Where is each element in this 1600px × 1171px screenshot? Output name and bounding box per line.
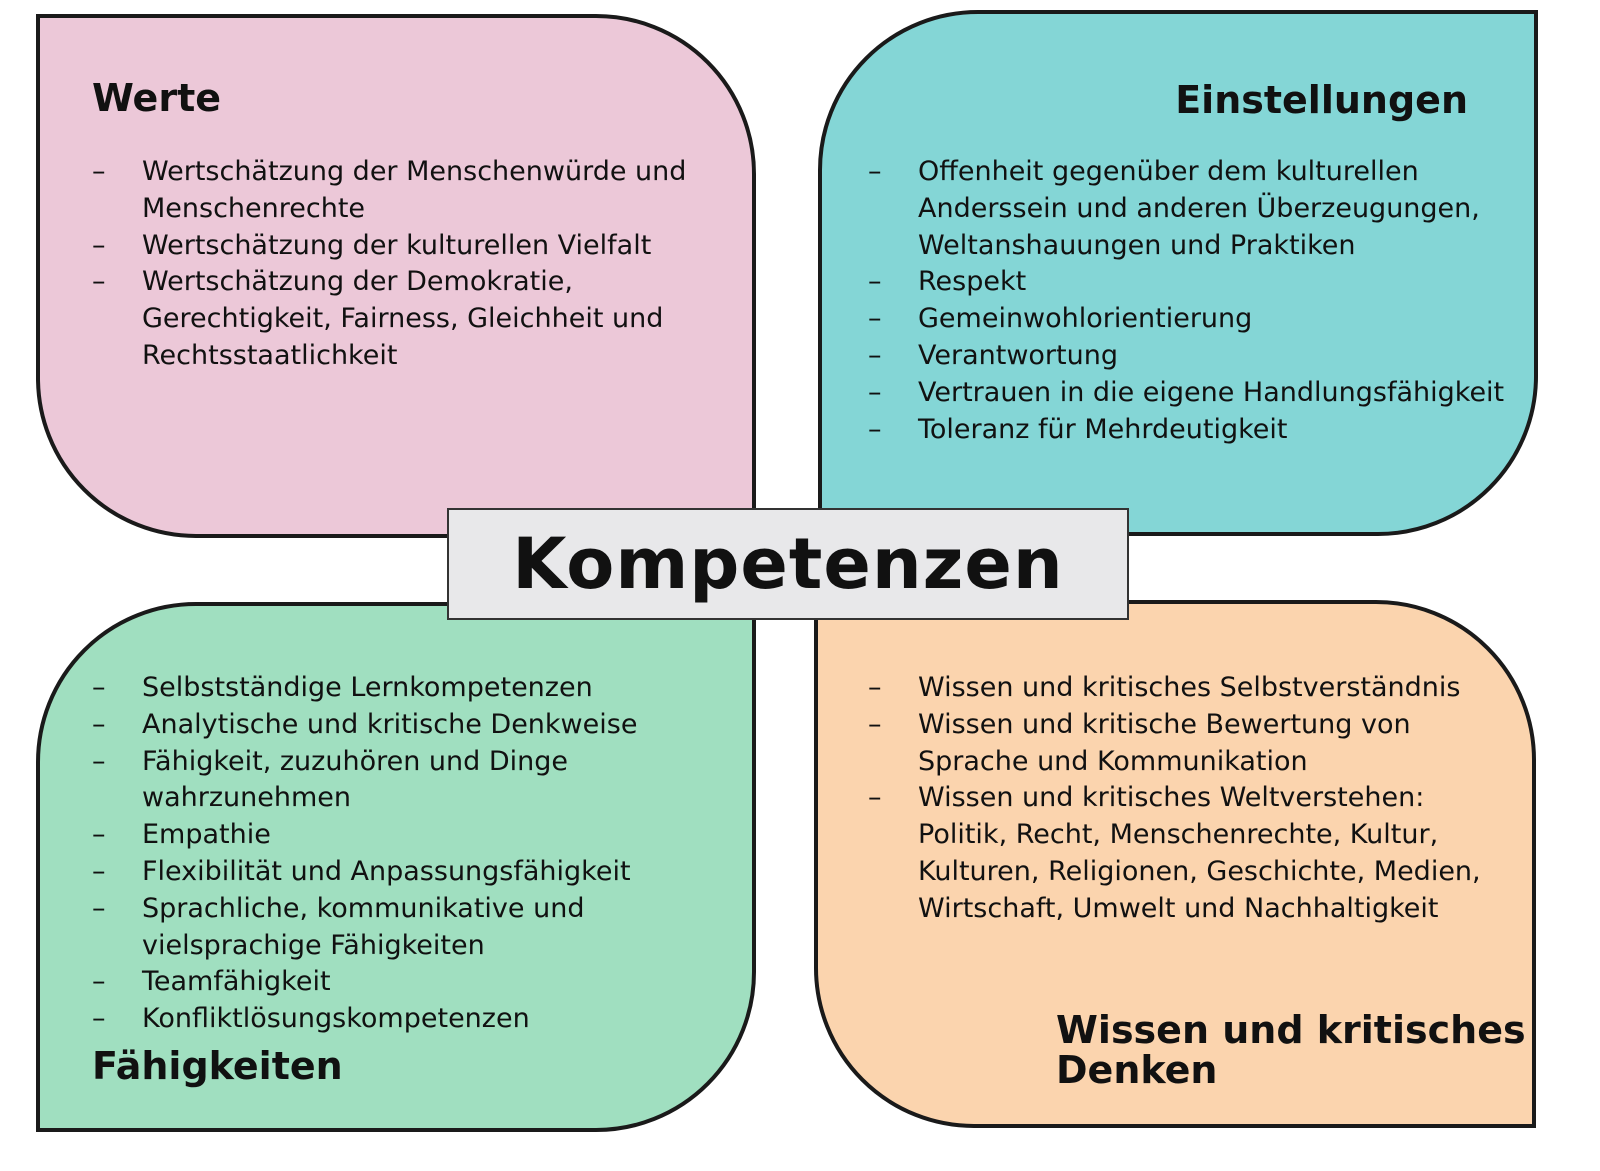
list-item [868, 707, 1508, 781]
list-item [868, 412, 1508, 449]
list-item [868, 338, 1508, 375]
einstellungen-quadrant [818, 10, 1538, 536]
list-item [868, 264, 1508, 301]
einstellungen-item-5: Vertrauen in die eigene Handlungsfähigkeit [918, 376, 1505, 408]
faehigkeiten-item-5: Flexibilität und Anpassungsfähigkeit [142, 855, 631, 887]
werte-title: Werte [92, 76, 222, 120]
dash-marker: – [92, 672, 106, 703]
dash-marker: – [868, 708, 882, 740]
list-item [92, 154, 732, 228]
wissen-item-1: Wissen und kritisches Selbstverständnis [918, 672, 1461, 703]
dash-marker: – [868, 339, 882, 371]
dash-marker: – [92, 1003, 106, 1035]
faehigkeiten-item-7: Teamfähigkeit [142, 966, 331, 998]
dash-marker: – [868, 376, 882, 408]
dash-marker: – [92, 156, 106, 187]
list-item [868, 154, 1508, 264]
einstellungen-list [868, 154, 1508, 448]
dash-marker: – [868, 303, 882, 335]
werte-quadrant [36, 14, 756, 538]
list-item [92, 744, 732, 818]
wissen-title-line-2: Denken [1056, 1048, 1218, 1092]
einstellungen-item-1: Offenheit gegenüber dem kulturellen Anderssein und anderen Überzeugungen, Weltanshauungen und Praktiken [918, 156, 1480, 261]
dash-marker: – [92, 708, 106, 740]
faehigkeiten-item-1: Selbstständige Lernkompetenzen [142, 672, 593, 703]
dash-marker: – [868, 413, 882, 445]
dash-marker: – [92, 229, 106, 261]
list-item [868, 670, 1508, 707]
list-item [92, 891, 732, 965]
dash-marker: – [92, 892, 106, 924]
werte-item-3: Wertschätzung der Demokratie, Gerechtigkeit, Fairness, Gleichheit und Rechtsstaatlichkeit [142, 266, 664, 371]
werte-item-2: Wertschätzung der kulturellen Vielfalt [142, 229, 652, 261]
list-item [868, 375, 1508, 412]
list-item [868, 780, 1508, 927]
dash-marker: – [92, 966, 106, 998]
faehigkeiten-item-8: Konfliktlösungskompetenzen [142, 1003, 530, 1035]
center-title-box [447, 508, 1129, 620]
faehigkeiten-quadrant [36, 602, 756, 1132]
faehigkeiten-item-4: Empathie [142, 819, 271, 851]
wissen-item-3: Wissen und kritisches Weltverstehen: Politik, Recht, Menschenrechte, Kultur, Kulturen, Religionen, Geschichte, Medien, Wirtschaft, Umwelt und Nachhaltigkeit [918, 782, 1481, 924]
wissen-quadrant [814, 600, 1536, 1128]
list-item [92, 264, 732, 374]
wissen-item-2: Wissen und kritische Bewertung von Sprache und Kommunikation [918, 708, 1411, 777]
dash-marker: – [868, 266, 882, 298]
list-item [92, 707, 732, 744]
einstellungen-item-2: Respekt [918, 266, 1027, 298]
faehigkeiten-item-2: Analytische und kritische Denkweise [142, 708, 638, 740]
list-item [92, 228, 732, 265]
werte-item-1: Wertschätzung der Menschenwürde und Menschenrechte [142, 156, 687, 224]
wissen-list [868, 670, 1508, 928]
list-item [868, 301, 1508, 338]
list-item [92, 670, 732, 707]
werte-list [92, 154, 732, 375]
dash-marker: – [92, 266, 106, 298]
einstellungen-item-3: Gemeinwohlorientierung [918, 303, 1253, 335]
center-title: Kompetenzen [512, 523, 1064, 605]
dash-marker: – [868, 156, 882, 187]
faehigkeiten-item-6: Sprachliche, kommunikative und vielsprachige Fähigkeiten [142, 892, 585, 961]
dash-marker: – [868, 782, 882, 814]
faehigkeiten-title: Fähigkeiten [92, 1044, 343, 1088]
list-item [92, 1001, 732, 1038]
einstellungen-item-6: Toleranz für Mehrdeutigkeit [918, 413, 1288, 445]
einstellungen-title: Einstellungen [1175, 78, 1468, 122]
list-item [92, 964, 732, 1001]
dash-marker: – [92, 745, 106, 777]
list-item [92, 854, 732, 891]
list-item [92, 817, 732, 854]
dash-marker: – [868, 672, 882, 703]
dash-marker: – [92, 855, 106, 887]
dash-marker: – [92, 819, 106, 851]
faehigkeiten-list [92, 670, 732, 1038]
einstellungen-item-4: Verantwortung [918, 339, 1118, 371]
wissen-title [1056, 1010, 1526, 1090]
faehigkeiten-item-3: Fähigkeit, zuzuhören und Dinge wahrzunehmen [142, 745, 569, 814]
wissen-title-line-1: Wissen und kritisches [1056, 1008, 1526, 1052]
